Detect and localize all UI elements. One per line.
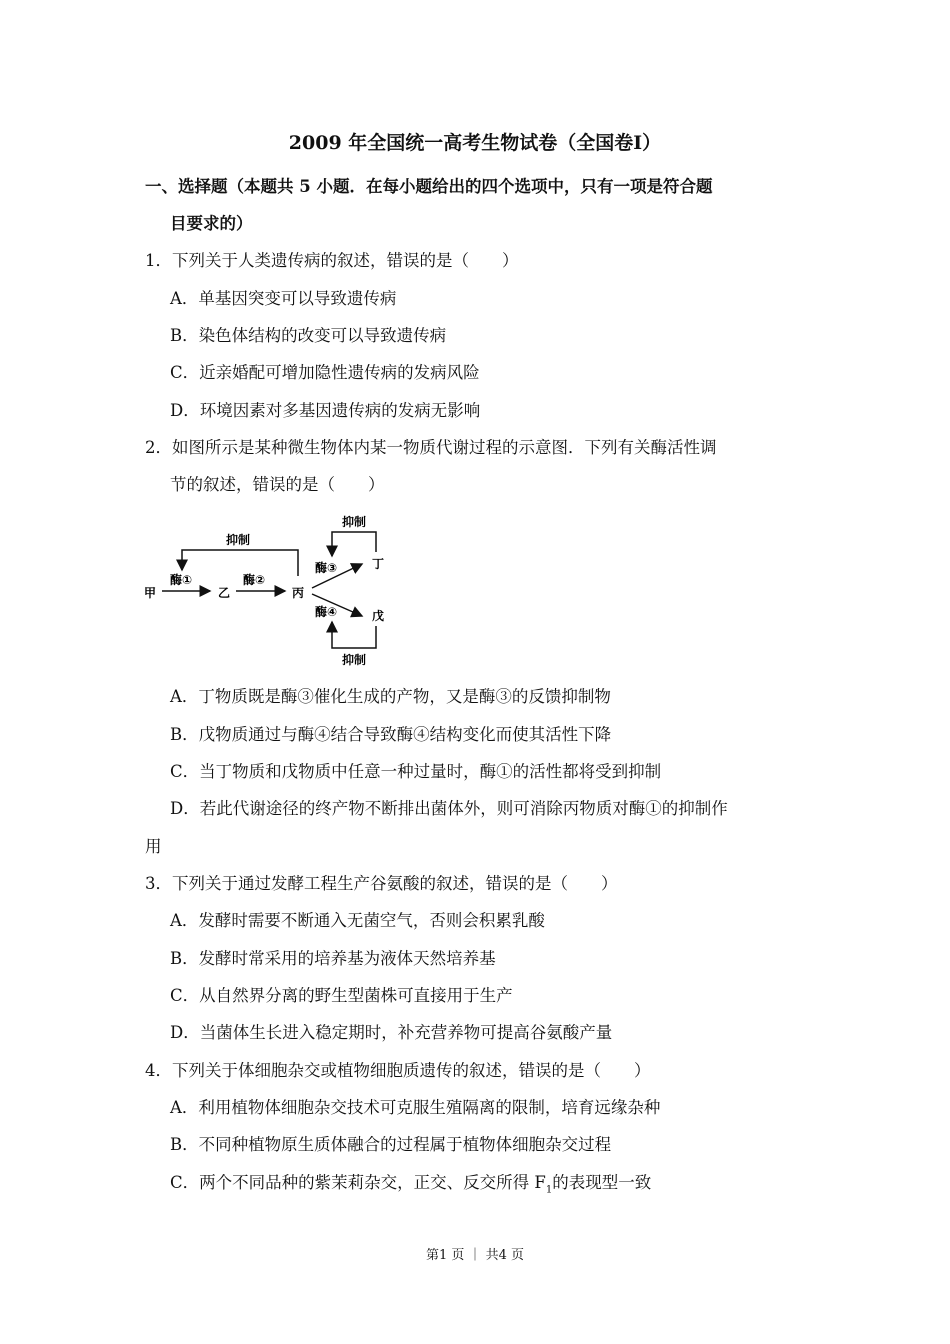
- metabolic-pathway-diagram: [140, 508, 400, 668]
- question-2-option-d: D．若此代谢途径的终产物不断排出菌体外，则可消除丙物质对酶①的抑制作: [170, 799, 728, 818]
- question-4-option-c-prefix: C．两个不同品种的紫茉莉杂交，正交、反交所得 F: [170, 1173, 546, 1192]
- question-3-option-b: B．发酵时常采用的培养基为液体天然培养基: [170, 949, 496, 968]
- substance-bing: 丙: [292, 586, 305, 600]
- question-2-option-d-cont: 用: [145, 837, 162, 856]
- question-3-stem: 3．下列关于通过发酵工程生产谷氨酸的叙述，错误的是（ ）: [145, 874, 618, 893]
- question-4-option-c-suffix: 的表现型一致: [552, 1173, 652, 1192]
- enzyme-1-label: 酶①: [170, 573, 193, 587]
- question-1-stem: 1．下列关于人类遗传病的叙述，错误的是（ ）: [145, 251, 519, 270]
- page-footer: 第1 页 ｜ 共4 页: [425, 1248, 525, 1263]
- question-1-option-b: B．染色体结构的改变可以导致遗传病: [170, 326, 447, 345]
- question-2-stem: 2．如图所示是某种微生物体内某一物质代谢过程的示意图．下列有关酶活性调: [145, 438, 717, 457]
- substance-wu: 戊: [372, 609, 385, 623]
- question-3-option-c: C．从自然界分离的野生型菌株可直接用于生产: [170, 986, 513, 1005]
- question-1-option-d: D．环境因素对多基因遗传病的发病无影响: [170, 401, 481, 420]
- feedback-line-ding: [332, 532, 376, 556]
- question-1-option-c: C．近亲婚配可增加隐性遗传病的发病风险: [170, 363, 480, 382]
- question-2-option-c: C．当丁物质和戊物质中任意一种过量时，酶①的活性都将受到抑制: [170, 762, 662, 781]
- question-2-option-b: B．戊物质通过与酶④结合导致酶④结构变化而使其活性下降: [170, 725, 612, 744]
- question-3-option-a: A．发酵时需要不断通入无菌空气，否则会积累乳酸: [170, 911, 545, 930]
- inhibit-label-top-left: 抑制: [226, 533, 251, 547]
- question-2-stem-cont: 节的叙述，错误的是（ ）: [170, 475, 385, 494]
- question-2-option-a: A．丁物质既是酶③催化生成的产物，又是酶③的反馈抑制物: [170, 687, 611, 706]
- enzyme-3-label: 酶③: [315, 561, 338, 575]
- section-heading: 一、选择题（本题共 5 小题．在每小题给出的四个选项中，只有一项是符合题: [145, 177, 713, 196]
- substance-ding: 丁: [372, 557, 385, 571]
- question-4-option-a: A．利用植物体细胞杂交技术可克服生殖隔离的限制，培育远缘杂种: [170, 1098, 661, 1117]
- inhibit-label-top-right: 抑制: [342, 515, 367, 529]
- section-heading-cont: 目要求的）: [170, 214, 253, 233]
- substance-yi: 乙: [218, 586, 231, 600]
- enzyme-4-label: 酶④: [315, 605, 338, 619]
- subscript-1: 1: [545, 1184, 553, 1196]
- question-1-option-a: A．单基因突变可以导致遗传病: [170, 289, 397, 308]
- question-4-option-b: B．不同种植物原生质体融合的过程属于植物体细胞杂交过程: [170, 1135, 612, 1154]
- feedback-line-wu: [332, 622, 376, 648]
- question-4-option-c: [170, 1169, 651, 1195]
- question-4-stem: 4．下列关于体细胞杂交或植物细胞质遗传的叙述，错误的是（ ）: [145, 1061, 651, 1080]
- substance-jia: 甲: [144, 586, 157, 600]
- question-3-option-d: D．当菌体生长进入稳定期时，补充营养物可提高谷氨酸产量: [170, 1023, 613, 1042]
- inhibit-label-bottom: 抑制: [342, 653, 367, 667]
- feedback-line-bing: [182, 550, 298, 576]
- page-title: 2009 年全国统一高考生物试卷（全国卷I）: [288, 132, 662, 154]
- enzyme-2-label: 酶②: [243, 573, 266, 587]
